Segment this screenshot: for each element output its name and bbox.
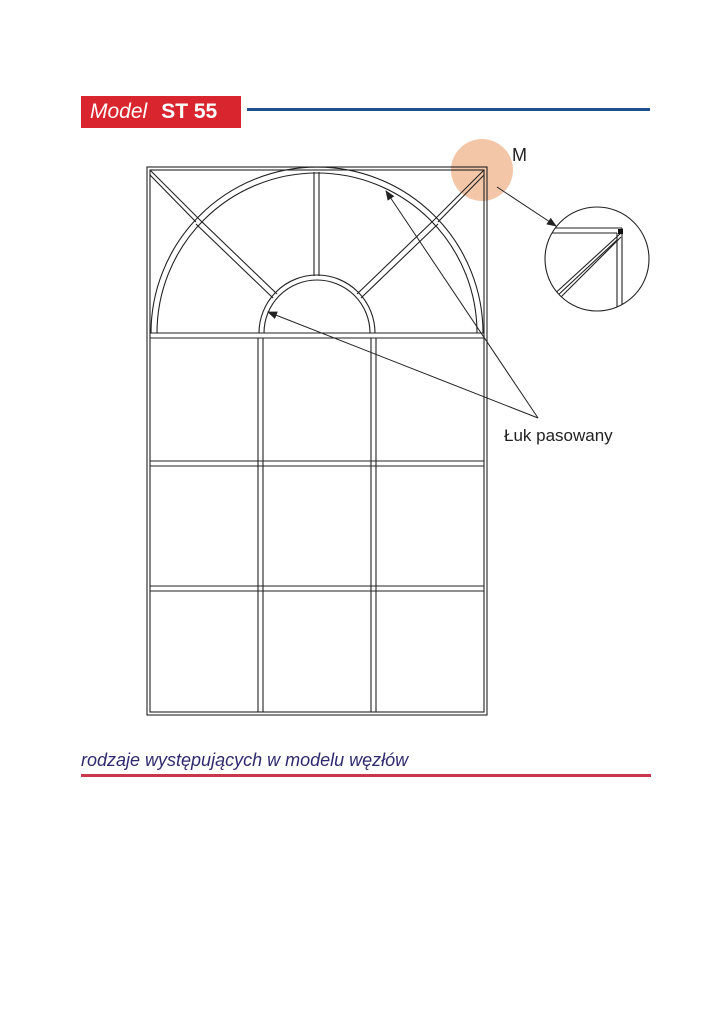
model-label: Model xyxy=(90,100,148,123)
spoke-left xyxy=(199,219,277,294)
inner-arc xyxy=(259,275,375,333)
footer-rule xyxy=(81,774,651,777)
node-m-detail xyxy=(545,207,649,312)
inner-frame xyxy=(150,170,484,712)
footer-caption: rodzaje występujących w modelu węzłów xyxy=(81,750,409,770)
spoke-right xyxy=(357,219,435,294)
arc-leader-inner xyxy=(268,312,538,418)
window-frame xyxy=(147,167,487,715)
arc-leader-outer xyxy=(386,191,538,418)
arc-callout-label: Łuk pasowany xyxy=(504,426,613,445)
detail-corner-mark xyxy=(618,229,623,234)
corner-bar-left xyxy=(150,170,199,219)
detail-arrow xyxy=(497,187,556,226)
outer-arc xyxy=(151,167,483,333)
node-m-label: M xyxy=(512,145,527,165)
model-code: ST 55 xyxy=(161,100,218,123)
outer-frame xyxy=(147,167,487,715)
